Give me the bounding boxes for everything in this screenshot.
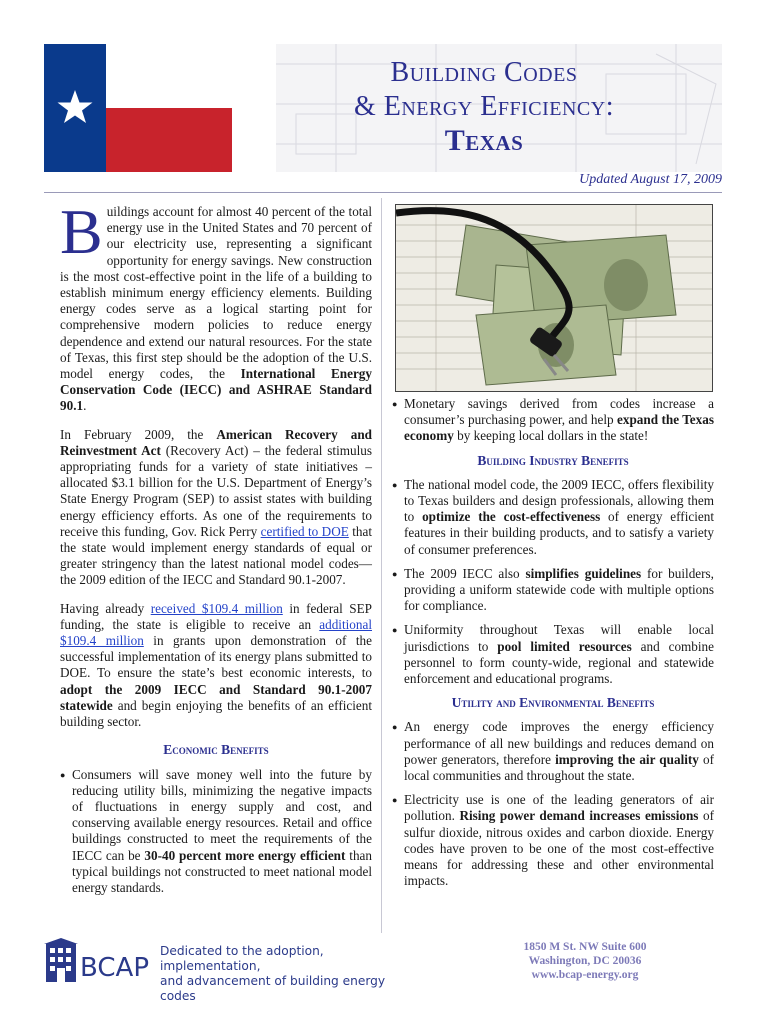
- bold-text: optimize the cost-effectiveness: [422, 509, 601, 525]
- title-line-2: & Energy Efficiency:: [353, 91, 614, 122]
- text: for builders, providing a uniform statewide code with multiple options for compliance.: [404, 565, 714, 614]
- text: An energy code improves the energy efficiency performance of all new buildings and reduces demand on power generators, therefore: [404, 719, 714, 767]
- text: in federal SEP funding, the state is eligible to receive an: [60, 600, 372, 632]
- text: Consumers will save money well into the future by reducing utility bills, minimizing the negative impacts of fluctuations in energy supply and cost, and conserving available energy resources. Retail and office buildings constructed to meet the requirements of the IECC can be: [72, 766, 372, 863]
- text: of local communities and throughout the state.: [404, 751, 714, 784]
- intro-end: .: [83, 398, 87, 414]
- text: and combine personnel to form county-wide, regional and statewide enforcement and educational programs.: [404, 638, 714, 687]
- bold-text: improving the air quality: [555, 751, 699, 767]
- intro-text: uildings account for almost 40 percent of the total energy use in the United States and 70 percent of our electricity use, representing a significant opportunity for energy savings. New construction is the most cost-effective point in the life of a building to establish minimum energy efficiency elements. Building energy codes serve as a logical starting point for comprehensive modern policies to reduce energy dependence and extend our natural resources. For the state of Texas, this first step should be the adoption of the U.S. model energy codes, the: [60, 204, 372, 382]
- list-item: [60, 767, 372, 897]
- address-line-2: Washington, DC 20036: [528, 955, 642, 967]
- bcap-logo: [44, 938, 154, 986]
- footer-tagline: [160, 944, 420, 1004]
- bold-text: expand the Texas economy: [404, 412, 714, 444]
- text: In February 2009, the: [60, 426, 217, 442]
- text: in grants upon demonstration of the successful implementation of its energy plans submitted to DOE. To ensure the state’s best economic interests, to: [60, 633, 372, 681]
- text: of sulfur dioxide, nitrous oxides and carbon dioxide. Energy codes have proven to be one of the most cost-effective means for addressing these and other environmental impacts.: [404, 808, 714, 889]
- intro-paragraph: [60, 196, 372, 415]
- bcap-logo-text: BCAP: [80, 953, 149, 983]
- bold-text: simplifies guidelines: [525, 565, 642, 581]
- bold-text: pool limited resources: [497, 638, 632, 654]
- text: Monetary savings derived from codes increase a consumer’s purchasing power, and help: [404, 396, 714, 428]
- tagline-line-1: Dedicated to the adoption, implementation,: [160, 944, 324, 973]
- text: Uniformity throughout Texas will enable local jurisdictions to: [404, 622, 714, 654]
- list-item: [392, 622, 714, 687]
- list-item: [392, 719, 714, 784]
- updated-date: Updated August 17, 2009: [579, 172, 722, 187]
- building-industry-benefits-heading: Building Industry Benefits: [477, 452, 629, 468]
- list-item: [392, 792, 714, 889]
- right-column: [392, 396, 714, 897]
- website-link[interactable]: www.bcap-energy.org: [531, 969, 639, 981]
- title-line-1: Building Codes: [390, 57, 578, 88]
- text: and begin enjoying the benefits of an efficient building sector.: [60, 697, 372, 730]
- list-item: [392, 477, 714, 558]
- list-item: [392, 396, 714, 445]
- economic-benefits-heading: Economic Benefits: [163, 742, 269, 758]
- text: Electricity use is one of the leading generators of air pollution.: [404, 792, 714, 824]
- recovery-act-paragraph: [60, 427, 372, 589]
- intro-bold: International Energy Conservation Code (IECC) and ASHRAE Standard 90.1: [60, 366, 372, 414]
- text: of energy efficient features in their building products, and to satisfy a variety of consumer preferences.: [404, 509, 714, 557]
- additional-funding-link[interactable]: additional $109.4 million: [60, 616, 372, 649]
- utility-environmental-benefits-heading: Utility and Environmental Benefits: [451, 695, 655, 711]
- header-divider: [44, 192, 722, 193]
- text: The national model code, the 2009 IECC, offers flexibility to Texas builders and design professionals, allowing them to: [404, 476, 714, 525]
- bold-text: 30-40 percent more energy efficient: [144, 847, 346, 863]
- text: The 2009 IECC also: [404, 565, 526, 581]
- recovery-act-bold: American Recovery and Reinvestment Act: [60, 426, 373, 458]
- header-banner: [44, 44, 722, 172]
- adopt-bold: adopt the 2009 IECC and Standard 90.1-2007 statewide: [60, 681, 372, 713]
- text: (Recovery Act) – the federal stimulus appropriating funds for a variety of state initiatives – allocated $3.1 billion for the U.S. Department of Energy’s State Energy Program (SEP) to assist states with building energy efficiency efforts. As one of the requirements to receive this funding, Gov. Rick Perry: [60, 442, 372, 539]
- bold-text: Rising power demand increases emissions: [459, 808, 699, 824]
- text: that the state would implement energy standards of equal or greater stringency than the latest national model codes—the 2009 edition of the IECC and Standard 90.1-2007.: [60, 523, 373, 588]
- drop-cap: B: [60, 196, 103, 267]
- funding-paragraph: [60, 601, 372, 731]
- texas-flag-image: [44, 44, 232, 172]
- text: by keeping local dollars in the state!: [453, 428, 649, 444]
- tagline-line-2: and advancement of building energy codes: [160, 974, 386, 1003]
- column-divider: [381, 198, 382, 933]
- text: Having already: [60, 600, 151, 616]
- text: than typical buildings not constructed to meet national model energy standards.: [72, 847, 372, 895]
- footer-address: [470, 940, 700, 982]
- page-title: [259, 56, 709, 158]
- list-item: [392, 566, 714, 615]
- received-funding-link[interactable]: received $109.4 million: [150, 600, 283, 616]
- left-column: [60, 196, 373, 904]
- address-line-1: 1850 M St. NW Suite 600: [523, 941, 647, 953]
- certified-to-doe-link[interactable]: certified to DOE: [260, 523, 349, 539]
- title-line-3: Texas: [444, 124, 524, 157]
- money-and-plug-photo: [395, 204, 713, 392]
